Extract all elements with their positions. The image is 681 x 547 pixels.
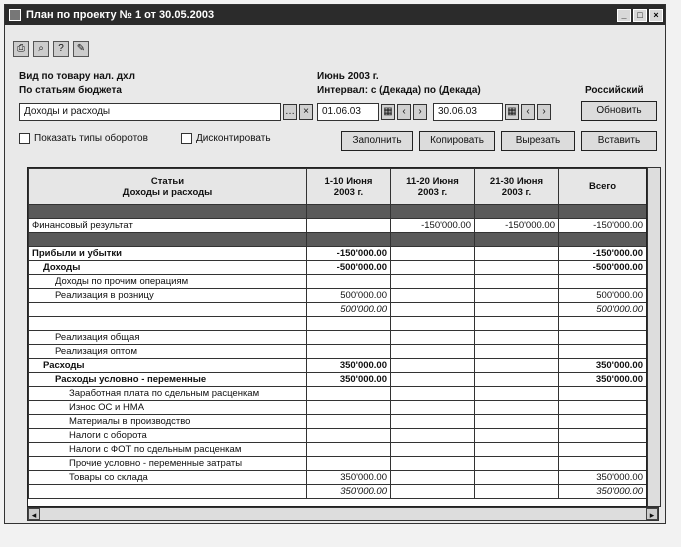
value-cell[interactable] — [475, 205, 559, 219]
value-cell[interactable]: 500'000.00 — [307, 289, 391, 303]
value-cell[interactable] — [391, 205, 475, 219]
table-row[interactable] — [29, 443, 647, 457]
row-label-cell[interactable]: Реализация в розницу — [29, 289, 307, 303]
value-cell[interactable] — [475, 485, 559, 499]
app-icon — [9, 9, 21, 21]
date-to-calendar-button[interactable]: ▦ — [505, 104, 519, 120]
value-cell[interactable] — [559, 205, 647, 219]
value-cell[interactable] — [391, 261, 475, 275]
row-label-cell[interactable]: Материалы в производство — [29, 415, 307, 429]
table-row[interactable] — [29, 275, 647, 289]
value-cell[interactable] — [559, 457, 647, 471]
value-cell[interactable] — [475, 247, 559, 261]
show-turnover-checkbox[interactable] — [19, 133, 148, 144]
value-cell[interactable] — [307, 275, 391, 289]
value-cell[interactable]: 350'000.00 — [559, 471, 647, 485]
value-cell[interactable] — [307, 443, 391, 457]
value-cell[interactable] — [475, 415, 559, 429]
value-cell[interactable]: -150'000.00 — [475, 219, 559, 233]
value-cell[interactable]: 500'000.00 — [307, 303, 391, 317]
row-label-cell[interactable]: Износ ОС и НМА — [29, 401, 307, 415]
close-button[interactable]: × — [649, 9, 663, 22]
select-button[interactable]: … — [283, 104, 297, 120]
value-cell[interactable] — [307, 233, 391, 247]
value-cell[interactable] — [391, 485, 475, 499]
value-cell[interactable] — [391, 373, 475, 387]
value-cell[interactable] — [559, 331, 647, 345]
table-row[interactable] — [29, 289, 647, 303]
value-cell[interactable]: -150'000.00 — [307, 247, 391, 261]
value-cell[interactable] — [559, 415, 647, 429]
vertical-scrollbar[interactable] — [647, 167, 661, 507]
value-cell[interactable] — [475, 289, 559, 303]
budget-table — [28, 168, 647, 499]
value-cell[interactable] — [475, 317, 559, 331]
date-from-field[interactable]: 01.06.03 — [317, 103, 379, 121]
value-cell[interactable] — [475, 387, 559, 401]
preview-icon[interactable]: ⌕ — [33, 41, 49, 57]
column-header: Статьи Доходы и расходы — [29, 169, 307, 205]
value-cell[interactable] — [307, 415, 391, 429]
checkbox-box[interactable] — [19, 133, 30, 144]
value-cell[interactable] — [307, 331, 391, 345]
value-cell[interactable]: 500'000.00 — [559, 303, 647, 317]
refresh-button[interactable]: Обновить — [581, 101, 657, 121]
value-cell[interactable] — [475, 429, 559, 443]
value-cell[interactable] — [391, 443, 475, 457]
column-header: Всего — [559, 169, 647, 205]
row-label-cell[interactable]: Реализация оптом — [29, 345, 307, 359]
table-row[interactable] — [29, 219, 647, 233]
value-cell[interactable] — [391, 457, 475, 471]
value-cell[interactable]: -150'000.00 — [559, 247, 647, 261]
budget-plan-window — [4, 4, 666, 524]
scroll-right-icon[interactable]: ▸ — [646, 508, 658, 520]
value-cell[interactable] — [559, 275, 647, 289]
row-label-cell[interactable]: Налоги с оборота — [29, 429, 307, 443]
row-label-cell[interactable]: Доходы по прочим операциям — [29, 275, 307, 289]
row-label-cell[interactable] — [29, 317, 307, 331]
interval-label: Интервал: с (Декада) по (Декада) — [317, 85, 481, 96]
table-row[interactable] — [29, 233, 647, 247]
title-bar — [5, 5, 665, 25]
table-row[interactable] — [29, 471, 647, 485]
currency-label: Российский — [585, 85, 644, 96]
value-cell[interactable] — [391, 471, 475, 485]
value-cell[interactable] — [559, 401, 647, 415]
date-from-next-button[interactable]: › — [413, 104, 427, 120]
table-row[interactable] — [29, 373, 647, 387]
period-label: Июнь 2003 г. — [317, 71, 379, 82]
value-cell[interactable] — [475, 443, 559, 457]
value-cell[interactable] — [475, 401, 559, 415]
table-row[interactable] — [29, 429, 647, 443]
paste-button[interactable]: Вставить — [581, 131, 657, 151]
value-cell[interactable]: 350'000.00 — [307, 359, 391, 373]
table-row[interactable] — [29, 303, 647, 317]
fill-button[interactable]: Заполнить — [341, 131, 413, 151]
value-cell[interactable] — [391, 317, 475, 331]
value-cell[interactable] — [391, 233, 475, 247]
budget-grid[interactable] — [27, 167, 647, 507]
row-label-cell[interactable] — [29, 233, 307, 247]
value-cell[interactable] — [559, 233, 647, 247]
value-cell[interactable] — [307, 401, 391, 415]
value-cell[interactable]: 350'000.00 — [307, 485, 391, 499]
value-cell[interactable]: 500'000.00 — [559, 289, 647, 303]
table-row[interactable] — [29, 401, 647, 415]
value-cell[interactable] — [559, 387, 647, 401]
value-cell[interactable]: 350'000.00 — [307, 373, 391, 387]
date-from-prev-button[interactable]: ‹ — [397, 104, 411, 120]
help-icon[interactable]: ? — [53, 41, 69, 57]
table-row[interactable] — [29, 457, 647, 471]
print-icon[interactable]: ⎙ — [13, 41, 29, 57]
row-label-cell[interactable]: Расходы — [29, 359, 307, 373]
discount-label: Дисконтировать — [196, 133, 271, 144]
row-label-cell[interactable]: Прибыли и убытки — [29, 247, 307, 261]
discount-checkbox[interactable] — [181, 133, 271, 144]
column-header: 21-30 Июня 2003 г. — [475, 169, 559, 205]
table-row[interactable] — [29, 387, 647, 401]
value-cell[interactable] — [307, 387, 391, 401]
value-cell[interactable] — [391, 303, 475, 317]
value-cell[interactable] — [307, 429, 391, 443]
value-cell[interactable] — [307, 345, 391, 359]
value-cell[interactable] — [475, 345, 559, 359]
column-header: 11-20 Июня 2003 г. — [391, 169, 475, 205]
table-row[interactable] — [29, 485, 647, 499]
value-cell[interactable] — [307, 205, 391, 219]
value-cell[interactable]: -500'000.00 — [307, 261, 391, 275]
value-cell[interactable]: 350'000.00 — [559, 485, 647, 499]
row-label-cell[interactable] — [29, 485, 307, 499]
show-turnover-label: Показать типы оборотов — [34, 133, 148, 144]
value-cell[interactable] — [391, 247, 475, 261]
row-label-cell[interactable]: Товары со склада — [29, 471, 307, 485]
value-cell[interactable] — [559, 317, 647, 331]
table-row[interactable] — [29, 261, 647, 275]
value-cell[interactable] — [391, 275, 475, 289]
row-label-cell[interactable]: Расходы условно - переменные — [29, 373, 307, 387]
value-cell[interactable] — [559, 345, 647, 359]
budget-items-field[interactable]: Доходы и расходы — [19, 103, 281, 121]
clear-button[interactable]: × — [299, 104, 313, 120]
settings-icon[interactable]: ✎ — [73, 41, 89, 57]
value-cell[interactable]: 350'000.00 — [307, 471, 391, 485]
value-cell[interactable] — [391, 429, 475, 443]
scroll-left-icon[interactable]: ◂ — [28, 508, 40, 520]
table-row[interactable] — [29, 345, 647, 359]
value-cell[interactable] — [307, 219, 391, 233]
row-label-cell[interactable]: Налоги с ФОТ по сдельным расценкам — [29, 443, 307, 457]
value-cell[interactable] — [307, 457, 391, 471]
cut-button[interactable]: Вырезать — [501, 131, 575, 151]
date-to-field[interactable]: 30.06.03 — [433, 103, 503, 121]
date-to-next-button[interactable]: › — [537, 104, 551, 120]
date-to-prev-button[interactable]: ‹ — [521, 104, 535, 120]
value-cell[interactable] — [391, 401, 475, 415]
value-cell[interactable] — [391, 345, 475, 359]
value-cell[interactable] — [475, 275, 559, 289]
value-cell[interactable]: -150'000.00 — [559, 219, 647, 233]
value-cell[interactable] — [475, 261, 559, 275]
criteria-label: Вид по товару нал. дхл — [19, 71, 135, 82]
row-label-cell[interactable]: Финансовый результат — [29, 219, 307, 233]
table-row[interactable] — [29, 415, 647, 429]
row-label-cell[interactable]: Заработная плата по сдельным расценкам — [29, 387, 307, 401]
checkbox-box[interactable] — [181, 133, 192, 144]
window-title: План по проекту № 1 от 30.05.2003 — [26, 9, 215, 21]
column-header: 1-10 Июня 2003 г. — [307, 169, 391, 205]
copy-button[interactable]: Копировать — [419, 131, 495, 151]
value-cell[interactable] — [475, 471, 559, 485]
value-cell[interactable]: 350'000.00 — [559, 359, 647, 373]
table-row[interactable] — [29, 247, 647, 261]
value-cell[interactable] — [391, 415, 475, 429]
maximize-button[interactable]: □ — [633, 9, 647, 22]
table-row[interactable] — [29, 331, 647, 345]
horizontal-scrollbar[interactable] — [27, 507, 659, 521]
value-cell[interactable] — [475, 331, 559, 345]
row-label-cell[interactable]: Прочие условно - переменные затраты — [29, 457, 307, 471]
row-label-cell[interactable] — [29, 303, 307, 317]
value-cell[interactable] — [391, 359, 475, 373]
toolbar — [13, 41, 89, 57]
table-row[interactable] — [29, 205, 647, 219]
value-cell[interactable] — [391, 289, 475, 303]
value-cell[interactable] — [559, 429, 647, 443]
row-label-cell[interactable]: Реализация общая — [29, 331, 307, 345]
row-label-cell[interactable] — [29, 205, 307, 219]
value-cell[interactable] — [391, 331, 475, 345]
value-cell[interactable] — [475, 373, 559, 387]
value-cell[interactable] — [559, 443, 647, 457]
table-row[interactable] — [29, 317, 647, 331]
value-cell[interactable]: -500'000.00 — [559, 261, 647, 275]
value-cell[interactable]: 350'000.00 — [559, 373, 647, 387]
value-cell[interactable]: -150'000.00 — [391, 219, 475, 233]
value-cell[interactable] — [475, 303, 559, 317]
budget-items-label: По статьям бюджета — [19, 85, 122, 96]
value-cell[interactable] — [475, 457, 559, 471]
date-from-calendar-button[interactable]: ▦ — [381, 104, 395, 120]
value-cell[interactable] — [475, 359, 559, 373]
table-row[interactable] — [29, 359, 647, 373]
value-cell[interactable] — [307, 317, 391, 331]
value-cell[interactable] — [391, 387, 475, 401]
row-label-cell[interactable]: Доходы — [29, 261, 307, 275]
minimize-button[interactable]: _ — [617, 9, 631, 22]
value-cell[interactable] — [475, 233, 559, 247]
